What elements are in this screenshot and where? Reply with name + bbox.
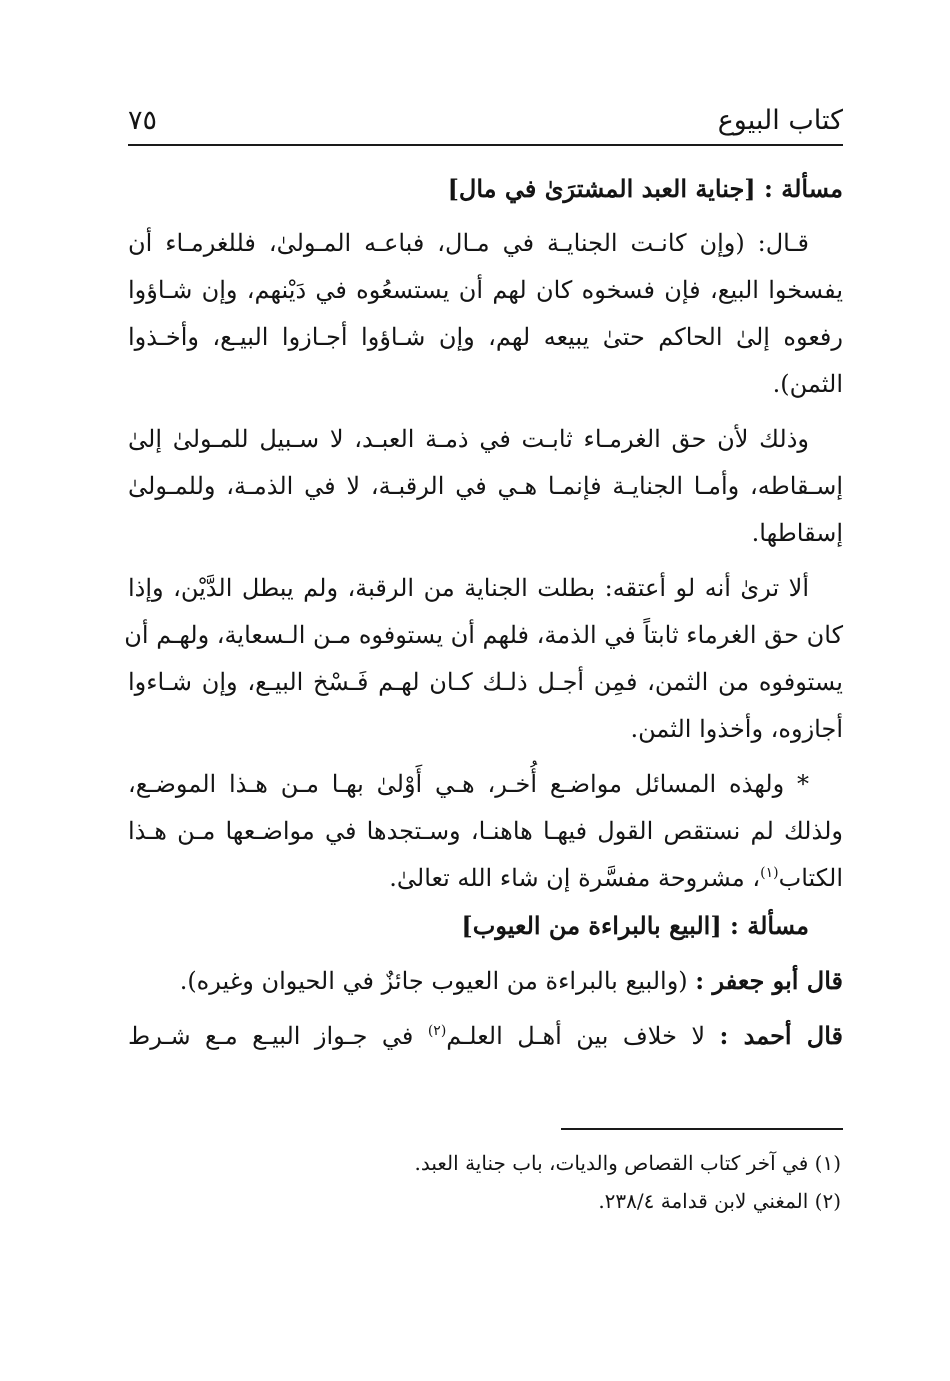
footnotes — [128, 1144, 843, 1220]
text-line-abu-jafar — [128, 957, 843, 1004]
body-text — [124, 165, 843, 1059]
text-fragment: الكتاب — [778, 864, 843, 892]
spacer — [128, 212, 843, 220]
paragraph-note — [128, 761, 843, 902]
text-fragment: في جـواز البيـع مـع شـرط — [128, 1022, 428, 1050]
text-line: يستوفوه من الثمن، فمِن أجـل ذلـك كـان لهـم فَـسْخ البيـع، وإن شـاءوا — [128, 668, 843, 696]
footnote-ref-2: (٢) — [427, 1023, 447, 1039]
text-line — [128, 855, 843, 902]
spacer — [128, 949, 843, 957]
text-line: * ولهذه المسائل مواضـع أُخـر، هـي أَوْلىٰ بهـا مـن هـذا الموضـع، — [128, 770, 809, 798]
text-fragment: لا خلاف بين أهـل العلـم — [446, 1022, 720, 1050]
speaker-label: قال أحمد : — [719, 1021, 843, 1050]
text-line: يفسخوا البيع، فإن فسخوه كان لهم أن يستسعُوه في دَيْنهم، وإن شـاؤوا — [128, 276, 843, 304]
paragraph-manumission — [124, 565, 843, 753]
text-line-ahmad — [128, 1012, 843, 1059]
spacer — [128, 1004, 843, 1012]
text-line: الثمن). — [772, 370, 843, 398]
header-title: كتاب البيوع — [717, 105, 843, 136]
page-number: ٧٥ — [128, 105, 158, 136]
section-heading-crime: مسألة : [جناية العبد المشترَىٰ في مال] — [447, 174, 843, 203]
spacer — [128, 408, 843, 416]
footnote-1: (١) في آخر كتاب القصاص والديات، باب جناية العبد. — [414, 1151, 841, 1175]
paragraph-ruling — [128, 220, 843, 408]
spacer — [128, 753, 843, 761]
text-line: قـال: (وإن كانـت الجنايـة في مـال، فباعـه المـولىٰ، فللغرمـاء أن — [128, 229, 809, 257]
text-line: وذلك لأن حق الغرمـاء ثابـت في ذمـة العبـد، لا سـبيل للمـولىٰ إلىٰ — [128, 425, 809, 453]
paragraph-reason — [128, 416, 843, 557]
footnote-2: (٢) المغني لابن قدامة ٢٣٨/٤. — [598, 1189, 841, 1213]
spacer — [128, 557, 843, 565]
text-line: كان حق الغرماء ثابتاً في الذمة، فلهم أن يستوفوه مـن الـسعاية، ولهـم أن — [124, 621, 843, 649]
text-line: رفعوه إلىٰ الحاكم حتىٰ يبيعه لهم، وإن شـاؤوا أجـازوا البيـع، وأخـذوا — [128, 323, 843, 351]
running-header — [128, 98, 843, 146]
speaker-label: قال أبو جعفر : — [695, 966, 843, 995]
text-line: إسـقاطه، وأمـا الجنايـة فإنمـا هـي في الرقبـة، لا في الذمـة، وللمـولىٰ — [128, 472, 843, 500]
footnote-divider — [561, 1128, 843, 1130]
footnote-ref-1: (١) — [760, 865, 779, 881]
section-heading-defects: مسألة : [البيع بالبراءة من العيوب] — [461, 911, 809, 940]
text-fragment: ، مشروحة مفسَّرة إن شاء الله تعالىٰ. — [389, 864, 761, 892]
text-line: ولذلك لم نستقص القول فيهـا هاهنـا، وسـتجدها في مواضـعها مـن هـذا — [128, 817, 843, 845]
text-line: أجازوه، وأخذوا الثمن. — [630, 715, 843, 743]
text-line: إسقاطها. — [751, 519, 843, 547]
text-fragment: (والبيع بالبراءة من العيوب جائزٌ في الحيوان وغيره). — [179, 967, 696, 995]
text-line: ألا ترىٰ أنه لو أعتقه: بطلت الجناية من الرقبة، ولم يبطل الدَّيْن، وإذا — [128, 574, 809, 602]
